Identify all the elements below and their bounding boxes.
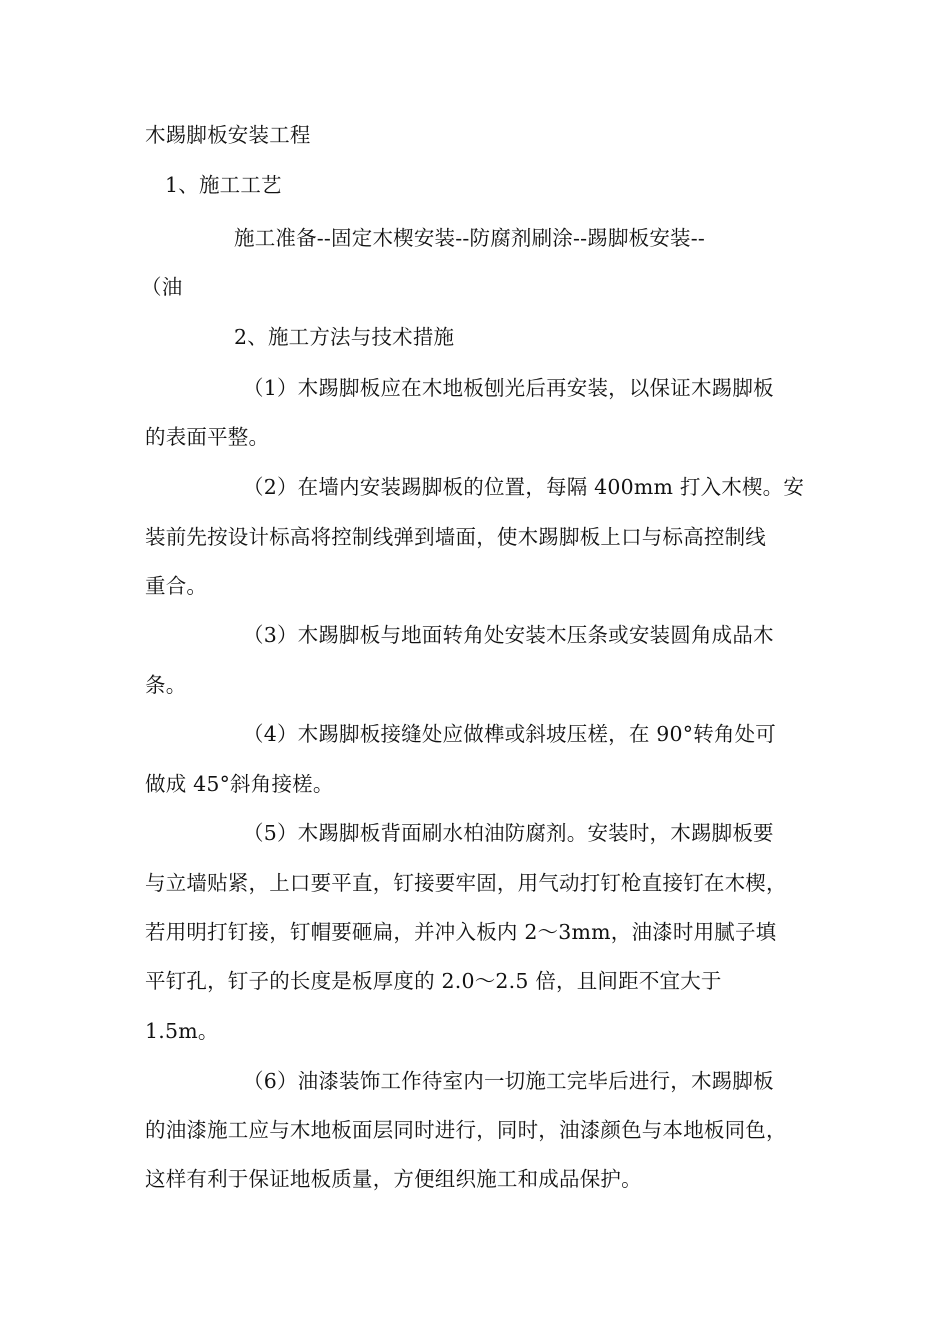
item-4-line: 做成 45°斜角接槎。 [145,772,334,796]
item-5-line: 1.5m。 [145,1019,219,1043]
item-2-line: 装前先按设计标高将控制线弹到墙面，使木踢脚板上口与标高控制线 [145,525,766,549]
item-2-line: 重合。 [145,574,208,598]
item-2-line: （2）在墙内安装踢脚板的位置，每隔 400mm 打入木楔。安 [243,475,805,499]
item-4-line: （4）木踢脚板接缝处应做榫或斜坡压槎，在 90°转角处可 [243,722,776,746]
section-2-heading: 2、施工方法与技术措施 [234,325,455,349]
item-5-line: 与立墙贴紧，上口要平直，钉接要牢固，用气动打钉枪直接钉在木楔， [145,871,787,895]
section-1-heading: 1、施工工艺 [165,173,282,197]
item-1-line: （1）木踢脚板应在木地板刨光后再安装，以保证木踢脚板 [243,376,774,400]
item-6-line: 的油漆施工应与木地板面层同时进行，同时，油漆颜色与本地板同色， [145,1118,787,1142]
item-6-line: （6）油漆装饰工作待室内一切施工完毕后进行，木踢脚板 [243,1069,774,1093]
item-5-line: 平钉孔，钉子的长度是板厚度的 2.0～2.5 倍，且间距不宜大于 [145,969,722,993]
item-1-line: 的表面平整。 [145,425,270,449]
item-5-line: （5）木踢脚板背面刷水柏油防腐剂。安装时，木踢脚板要 [243,821,774,845]
item-5-line: 若用明打钉接，钉帽要砸扁，并冲入板内 2～3mm，油漆时用腻子填 [145,920,777,944]
item-3-line: 条。 [145,673,187,697]
process-line: 施工准备--固定木楔安装--防腐剂刷涂--踢脚板安装-- [234,226,706,250]
item-6-line: 这样有利于保证地板质量，方便组织施工和成品保护。 [145,1167,642,1191]
process-line-continued: （油 [141,275,183,299]
item-3-line: （3）木踢脚板与地面转角处安装木压条或安装圆角成品木 [243,623,774,647]
document-title: 木踢脚板安装工程 [145,123,311,147]
